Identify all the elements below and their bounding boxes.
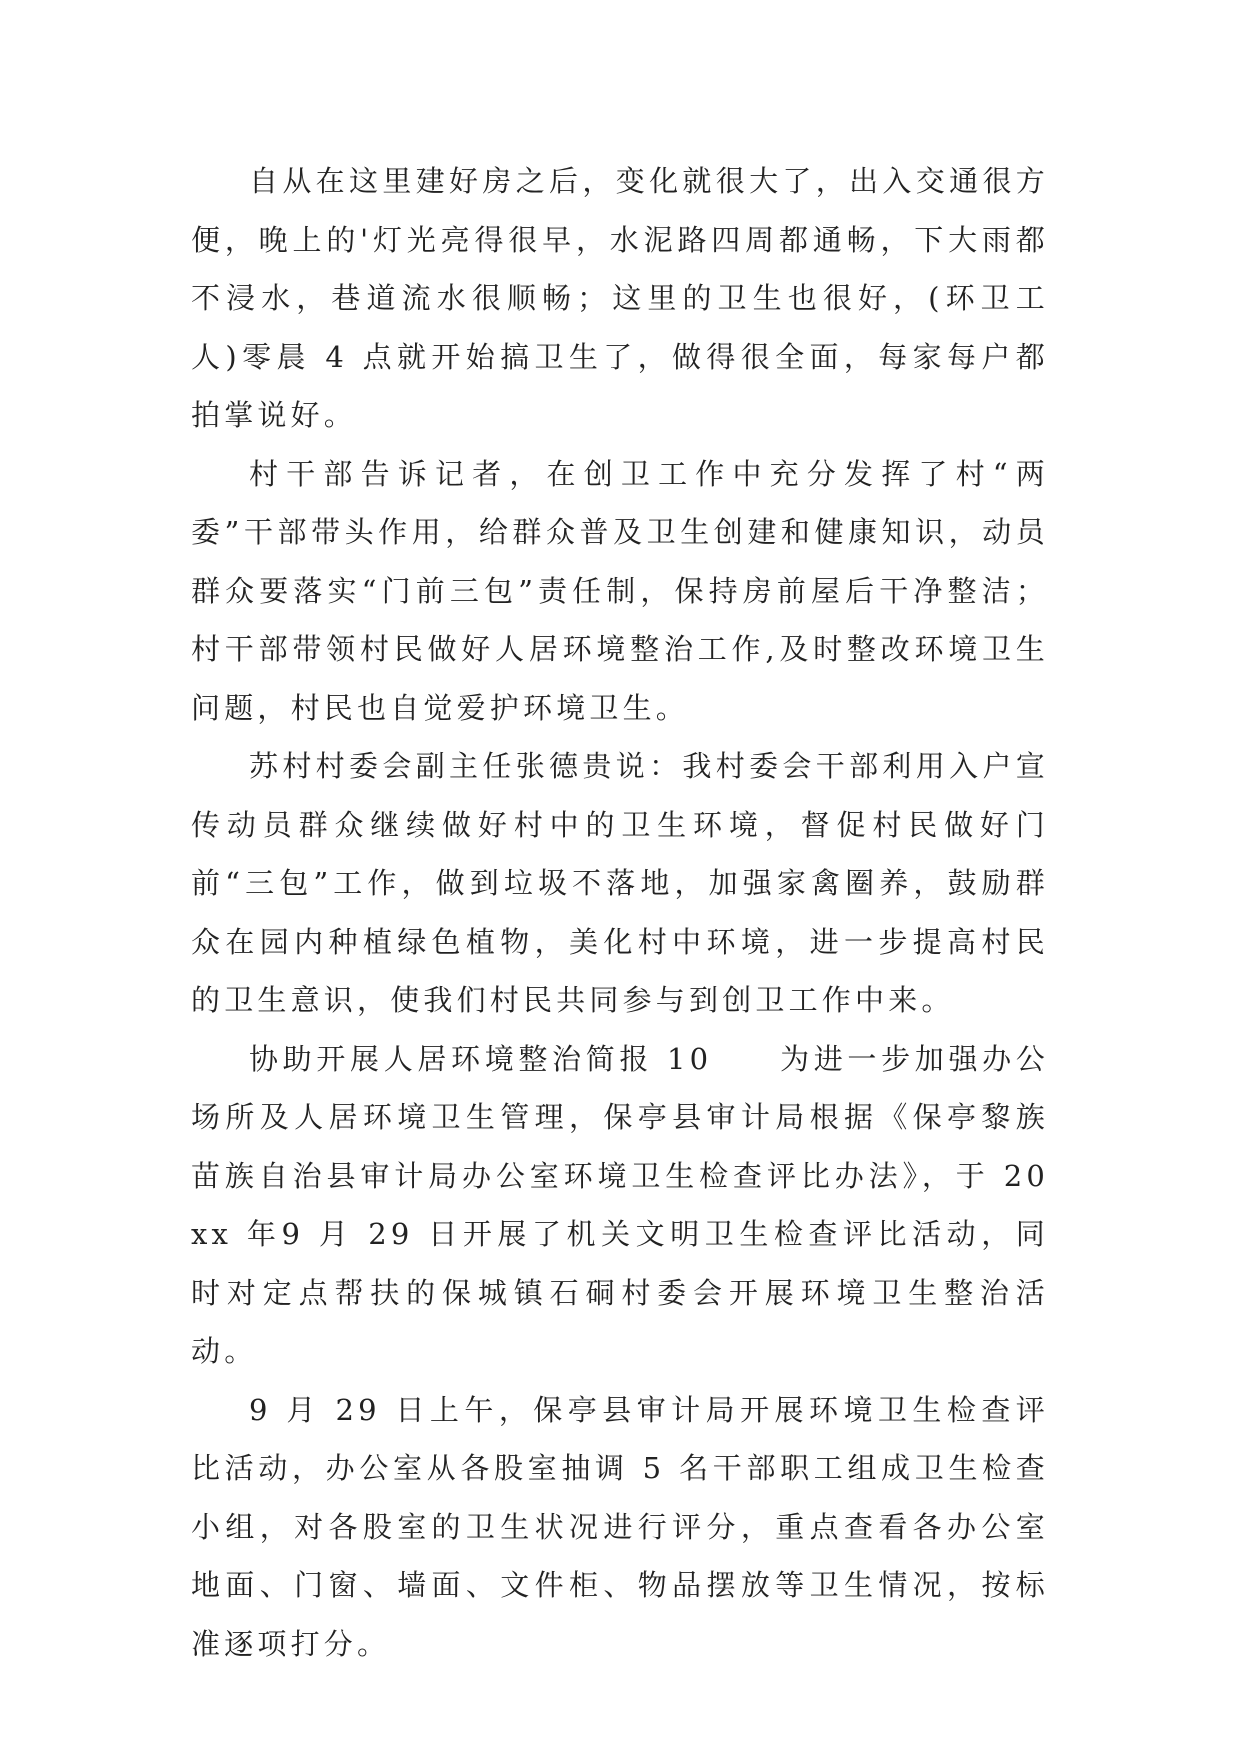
- paragraph-village-cadres: 村干部告诉记者，在创卫工作中充分发挥了村“两委”干部带头作用，给群众普及卫生创建和健康知识，动员群众要落实“门前三包”责任制，保持房前屋后干净整洁；村干部带领村民做好人居环境整治工作,及时整改环境卫生问题，村民也自觉爱护环境卫生。: [191, 456, 1049, 725]
- paragraph-inspection: 9 月 29 日上午，保亭县审计局开展环境卫生检查评比活动，办公室从各股室抽调 5 名干部职工组成卫生检查小组，对各股室的卫生状况进行评分，重点查看各办公室地面、门窗、墙面、文件柜、物品摆放等卫生情况，按标准逐项打分。: [191, 1392, 1049, 1661]
- paragraph-village-changes: 自从在这里建好房之后，变化就很大了，出入交通很方便，晚上的'灯光亮得很早，水泥路四周都通畅，下大雨都不浸水，巷道流水很顺畅；这里的卫生也很好，(环卫工人)零晨 4 点就开始搞卫生了，做得很全面，每家每户都拍掌说好。: [191, 164, 1049, 432]
- paragraph-deputy-director: 苏村村委会副主任张德贵说：我村委会干部利用入户宣传动员群众继续做好村中的卫生环境，督促村民做好门前“三包”工作，做到垃圾不落地，加强家禽圈养，鼓励群众在园内种植绿色植物，美化村中环境，进一步提高村民的卫生意识，使我们村民共同参与到创卫工作中来。: [191, 749, 1049, 1017]
- paragraph-briefing-10: 协助开展人居环境整治简报 10 为进一步加强办公场所及人居环境卫生管理，保亭县审计局根据《保亭黎族苗族自治县审计局办公室环境卫生检查评比办法》，于 20xx 年9 月 29 日开展了机关文明卫生检查评比活动，同时对定点帮扶的保城镇石硐村委会开展环境卫生整治活动。: [191, 1041, 1049, 1368]
- document-body: [191, 152, 1049, 1673]
